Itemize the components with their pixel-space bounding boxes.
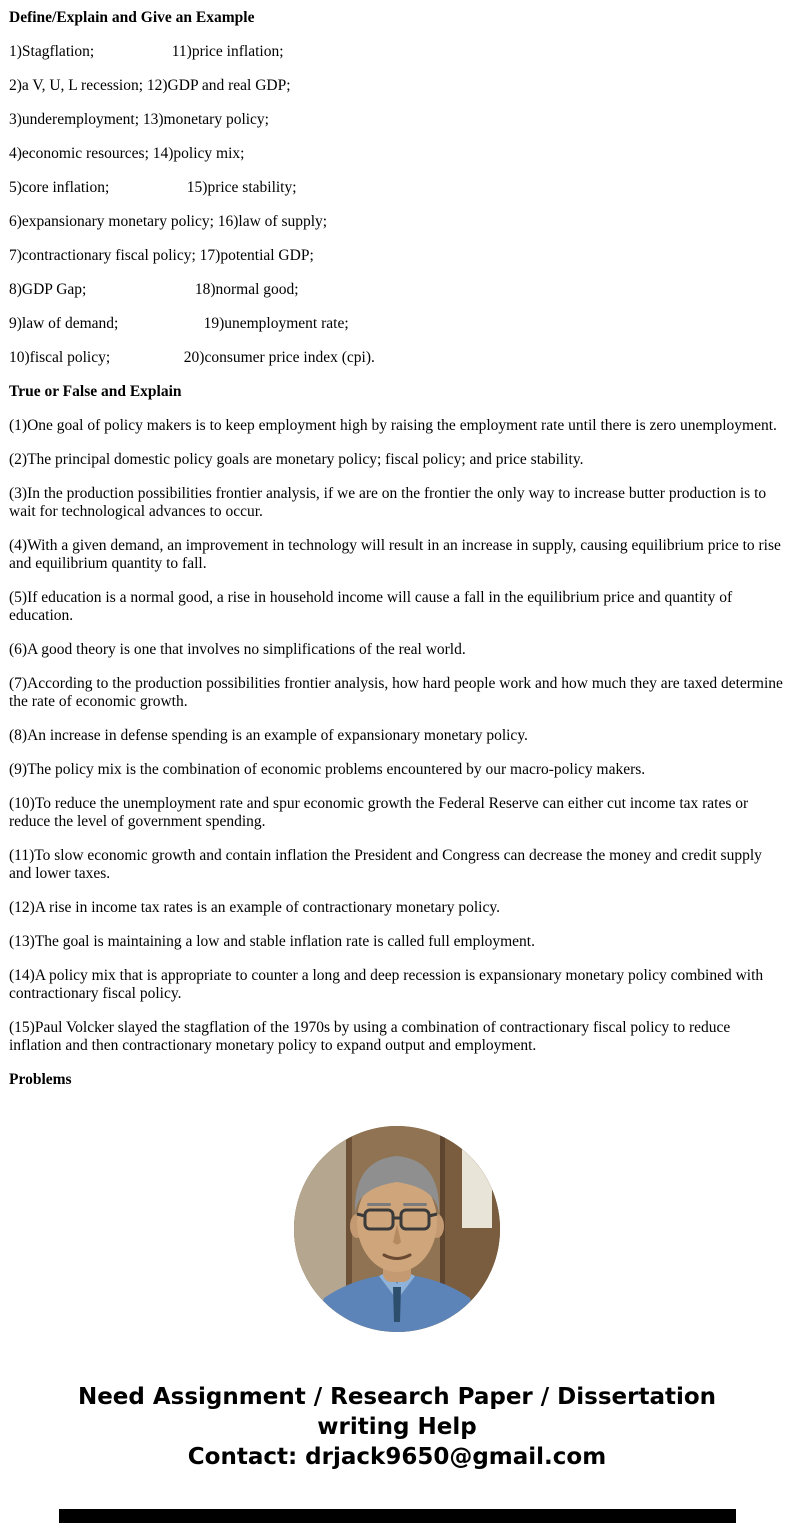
truefalse-item-2: (2)The principal domestic policy goals are monetary policy; fiscal policy; and price stability. — [9, 451, 584, 468]
define-item-7: 7)contractionary fiscal policy; 17)potential GDP; — [9, 247, 314, 264]
truefalse-item-6: (6)A good theory is one that involves no simplifications of the real world. — [9, 641, 466, 658]
define-item-8: 8)GDP Gap; 18)normal good; — [9, 281, 299, 298]
footer-promo-line-2: writing Help — [317, 1414, 477, 1440]
truefalse-item-5: (5)If education is a normal good, a rise in household income will cause a fall in the equilibrium price and quantity of education. — [9, 589, 733, 624]
define-item-4: 4)economic resources; 14)policy mix; — [9, 145, 245, 162]
truefalse-item-11: (11)To slow economic growth and contain inflation the President and Congress can decrease the money and credit supply and lower taxes. — [9, 847, 762, 882]
truefalse-item-4: (4)With a given demand, an improvement in technology will result in an increase in supply, causing equilibrium price to rise and equilibrium quantity to fall. — [9, 537, 781, 572]
truefalse-item-12: (12)A rise in income tax rates is an example of contractionary monetary policy. — [9, 899, 500, 916]
problems-section-heading: Problems — [9, 1071, 72, 1088]
define-item-2: 2)a V, U, L recession; 12)GDP and real GDP; — [9, 77, 291, 94]
truefalse-item-14: (14)A policy mix that is appropriate to counter a long and deep recession is expansionary monetary policy combined with contractionary fiscal policy. — [9, 967, 764, 1002]
truefalse-section-heading: True or False and Explain — [9, 383, 182, 400]
truefalse-item-8: (8)An increase in defense spending is an example of expansionary monetary policy. — [9, 727, 528, 744]
define-item-3: 3)underemployment; 13)monetary policy; — [9, 111, 269, 128]
truefalse-item-7: (7)According to the production possibilities frontier analysis, how hard people work and how much they are taxed determine the rate of economic growth. — [9, 675, 783, 710]
define-item-10: 10)fiscal policy; 20)consumer price index (cpi). — [9, 349, 375, 366]
instructor-portrait-illustration — [294, 1126, 500, 1332]
truefalse-item-9: (9)The policy mix is the combination of economic problems encountered by our macro-policy makers. — [9, 761, 646, 778]
truefalse-item-15: (15)Paul Volcker slayed the stagflation of the 1970s by using a combination of contractionary fiscal policy to reduce inflation and then contractionary monetary policy to expand output and employment. — [9, 1019, 731, 1054]
define-item-5: 5)core inflation; 15)price stability; — [9, 179, 297, 196]
truefalse-item-13: (13)The goal is maintaining a low and stable inflation rate is called full employment. — [9, 933, 535, 950]
define-item-9: 9)law of demand; 19)unemployment rate; — [9, 315, 349, 332]
footer-promo-line-1: Need Assignment / Research Paper / Dissertation — [77, 1384, 717, 1410]
footer-promo — [0, 1382, 794, 1472]
truefalse-item-10: (10)To reduce the unemployment rate and spur economic growth the Federal Reserve can either cut income tax rates or reduce the level of government spending. — [9, 795, 749, 830]
truefalse-item-1: (1)One goal of policy makers is to keep employment high by raising the employment rate until there is zero unemployment. — [9, 417, 777, 434]
define-item-1: 1)Stagflation; 11)price inflation; — [9, 43, 284, 60]
truefalse-item-3: (3)In the production possibilities frontier analysis, if we are on the frontier the only way to increase butter production is to wait for technological advances to occur. — [9, 485, 767, 520]
instructor-avatar — [294, 1126, 500, 1332]
video-letterbox-bar — [59, 1509, 736, 1523]
define-item-6: 6)expansionary monetary policy; 16)law of supply; — [9, 213, 328, 230]
footer-contact-email: Contact: drjack9650@gmail.com — [187, 1444, 607, 1470]
define-section-heading: Define/Explain and Give an Example — [9, 9, 255, 26]
